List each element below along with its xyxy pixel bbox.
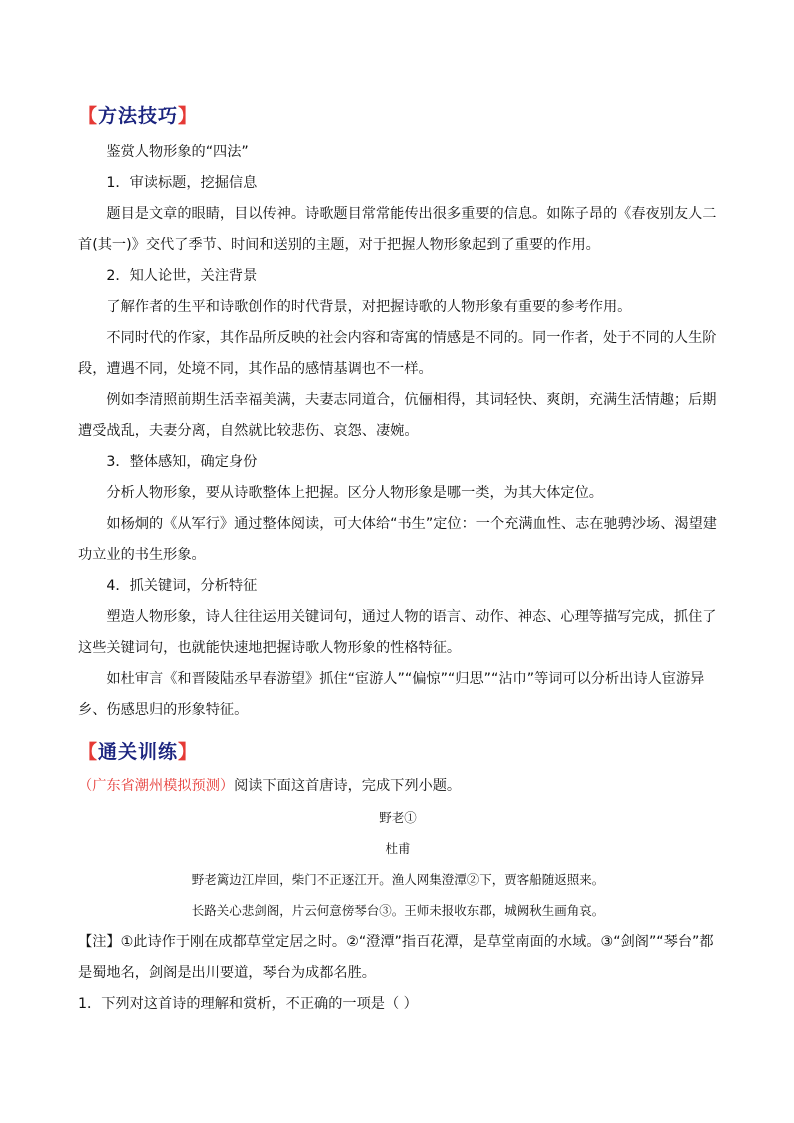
question-1: 1．下列对这首诗的理解和赏析，不正确的一项是（ ） (78, 996, 418, 1012)
note-text: 【注】①此诗作于刚在成都草堂定居之时。②“澄潭”指百花潭，是草堂南面的水域。③“剑阁”“琴台”都是蜀地名，剑阁是出川要道，琴台为成都名胜。 (78, 934, 714, 981)
poem-block (78, 802, 718, 926)
heading-bracket-open: 【 (78, 105, 99, 127)
heading-title: 方法技巧 (98, 105, 179, 127)
method-section-heading (78, 101, 198, 128)
heading-bracket-close: 】 (178, 105, 199, 127)
paragraph: 4．抓关键词，分析特征 (106, 578, 258, 594)
poem-title: 野老① (379, 810, 417, 825)
training-instruction (78, 771, 718, 802)
method-section-body (78, 137, 718, 726)
poem-line: 野老篱边江岸回，柴门不正逐江开。渔人网集澄潭②下，贾客船随返照来。 (191, 872, 605, 887)
paragraph: 分析人物形象，要从诗歌整体上把握。区分人物形象是哪一类，为其大体定位。 (106, 485, 603, 501)
poem-line: 长路关心悲剑阁，片云何意傍琴台③。王师未报收东郡，城阙秋生画角哀。 (191, 903, 605, 918)
question-source: （广东省潮州模拟预测） (78, 778, 235, 794)
paragraph: 塑造人物形象，诗人往往运用关键词句，通过人物的语言、动作、神态、心理等描写完成，抓住了这些关键词句，也就能快速地把握诗歌人物形象的性格特征。 (78, 609, 717, 656)
paragraph: 如杜审言《和晋陵陆丞早春游望》抓住“宦游人”“偏惊”“归思”“沾巾”等词可以分析出诗人宦游异乡、伤感思归的形象特征。 (78, 671, 705, 718)
poem-author: 杜甫 (385, 841, 411, 856)
training-section-heading (78, 737, 198, 764)
paragraph: 了解作者的生平和诗歌创作的时代背景，对把握诗歌的人物形象有重要的参考作用。 (106, 299, 632, 315)
heading-title: 通关训练 (98, 741, 179, 763)
paragraph: 题目是文章的眼睛，目以传神。诗歌题目常常能传出很多重要的信息。如陈子昂的《春夜别友人二首(其一)》交代了季节、时间和送别的主题，对于把握人物形象起到了重要的作用。 (78, 206, 717, 253)
paragraph: 例如李清照前期生活幸福美满，夫妻志同道合，伉俪相得，其词轻快、爽朗，充满生活情趣；后期遭受战乱，夫妻分离，自然就比较悲伤、哀怨、凄婉。 (78, 392, 717, 439)
paragraph: 2．知人论世，关注背景 (106, 268, 258, 284)
paragraph: 鉴赏人物形象的“四法” (106, 144, 249, 160)
poem-notes (78, 927, 718, 1020)
paragraph: 3．整体感知，确定身份 (106, 454, 258, 470)
paragraph: 1．审读标题，挖掘信息 (106, 175, 258, 191)
heading-bracket-close: 】 (178, 741, 199, 763)
paragraph: 不同时代的作家，其作品所反映的社会内容和寄寓的情感是不同的。同一作者，处于不同的人生阶段，遭遇不同，处境不同，其作品的感情基调也不一样。 (78, 330, 717, 377)
instruction-text: 阅读下面这首唐诗，完成下列小题。 (234, 778, 462, 794)
paragraph: 如杨炯的《从军行》通过整体阅读，可大体给“书生”定位：一个充满血性、志在驰骋沙场、渴望建功立业的书生形象。 (78, 516, 717, 563)
heading-bracket-open: 【 (78, 741, 99, 763)
